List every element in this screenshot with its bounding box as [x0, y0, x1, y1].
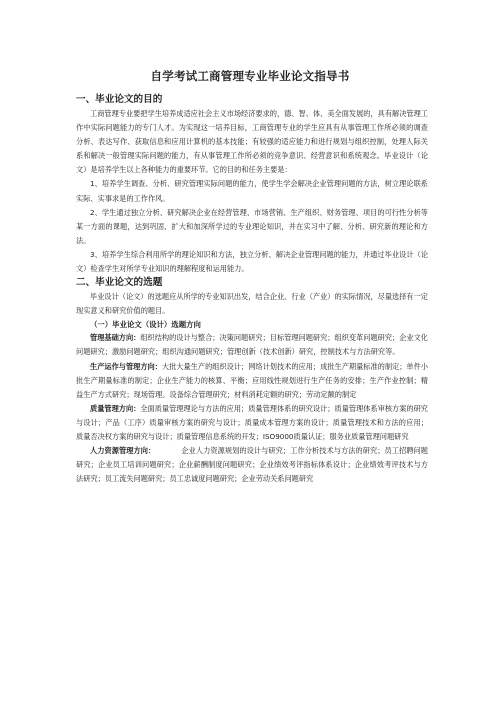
category-label: 管理基础方向：	[90, 333, 141, 343]
category-label: 人力资源管理方向：	[90, 446, 156, 456]
document-title: 自学考试工商管理专业毕业论文指导书	[150, 69, 350, 83]
category-text: 全面质量管理理论与方法的应用；质量管理体系的研究设计；质量管理体系审核方案的研究与设计；产品（工序）质量审核方案的研究与设计；质量成本管理方案的设计；质量管理技术和方法的应用；质量否决权方案的研究与设计；质量管理信息系统的开发；ISO9000质量认证；服务业质量管理问题研究	[76, 403, 428, 441]
document-body	[76, 93, 428, 486]
category-quality-management	[76, 402, 428, 444]
category-text: 大批大量生产的组织设计；网络计划技术的应用；成批生产期量标准的制定；单件小批生产期量标准的制定；企业生产能力的核算、平衡；应用线性规划进行生产任务的安排；生产作业控制；精益生产方式研究；现场管理。设备综合管理研究；材料消耗定额的研究；劳动定额的制定	[76, 361, 428, 399]
category-label: 生产运作与管理方向：	[90, 361, 162, 371]
subsection-heading: （一）毕业论文（设计）选题方向	[90, 320, 201, 330]
paragraph: 2、学生通过独立分析、研究解决企业在经营管理、市场营销、生产组织、财务管理、项目的可行性分析等某一方面的课题，达到巩固、扩大和加深所学过的专业理论知识，并在实习中了解、分析、研究新的理论和方法。	[76, 207, 428, 245]
category-text: 组织结构的设计与整合；决策问题研究；目标管理问题研究；组织变革问题研究；企业文化问题研究；激励问题研究；组织沟通问题研究；管理创新（技术创新）研究，控制技术与方法研究等。	[76, 333, 428, 357]
category-production-operations	[76, 360, 428, 402]
section-heading-topic-selection: 二、毕业论文的选题	[76, 277, 163, 289]
category-text: 企业人力资源规划的设计与研究；工作分析技术与方法的研究；员工招聘问题研究；企业员工培训问题研究；企业薪酬制度问题研究；企业绩效考评指标体系设计；企业绩效考评技术与方法研究；员工流失问题研究；员工忠诚度问题研究；企业劳动关系问题研究	[76, 446, 428, 484]
paragraph: 工商管理专业要把学生培养成适应社会主义市场经济要求的，德、智、体、美全面发展的，具有解决管理工作中实际问题能力的专门人才。为实现这一培养目标，工商管理专业的学生应具有从事管理工作所必须的调查分析、表达写作、获取信息和应用计算机的基本技能；有较强的适应能力和进行规划与组织控制，处理人际关系和解决一般管理实际问题的能力，有从事管理工作所必须的竞争意识、经营意识和系统观念。毕业设计（论文）是培养学生以上各种能力的重要环节。它的目的和任务主要是：	[76, 109, 428, 175]
paragraph: 毕业设计（论文）的选题应从所学的专业知识出发，结合企业、行业（产业）的实际情况，尽量选择有一定现实意义和研究价值的题目。	[76, 292, 428, 316]
paragraph: 1、培养学生调查、分析、研究管理实际问题的能力，使学生学会解决企业管理问题的方法，树立理论联系实际、实事求是的工作作风。	[76, 179, 428, 203]
category-management-basics	[76, 331, 428, 359]
category-label: 质量管理方向：	[90, 403, 141, 413]
category-human-resources	[76, 444, 428, 486]
section-heading-purpose: 一、毕业论文的目的	[76, 94, 163, 105]
paragraph: 3、培养学生综合利用所学的理论知识和方法，独立分析、解决企业管理问题的能力，并通过毕业设计（论文）检查学生对所学专业知识的理解程度和运用能力。	[76, 249, 428, 274]
